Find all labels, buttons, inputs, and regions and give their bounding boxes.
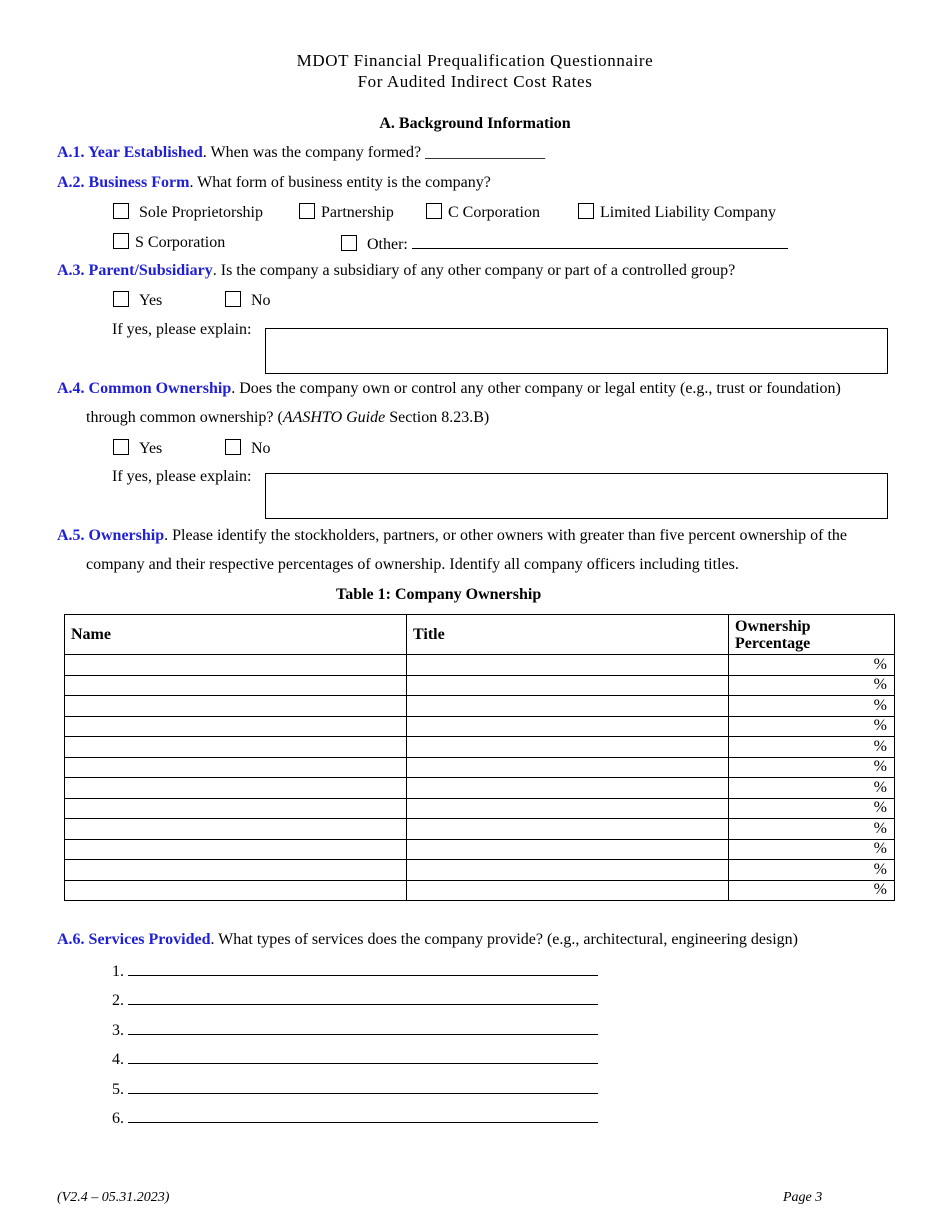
a3-option-no[interactable] bbox=[225, 291, 271, 310]
service-item-field[interactable] bbox=[128, 989, 598, 1005]
option-other[interactable] bbox=[341, 233, 788, 254]
option-s-corporation[interactable] bbox=[113, 233, 225, 252]
service-item bbox=[112, 1019, 598, 1040]
owner-percentage-cell[interactable]: % bbox=[729, 860, 895, 881]
owner-name-cell[interactable] bbox=[65, 798, 407, 819]
a4-explain-label: If yes, please explain: bbox=[112, 468, 252, 485]
a3-yes-label: Yes bbox=[139, 292, 163, 309]
a5-label: A.5. Ownership bbox=[57, 527, 165, 544]
service-item-field[interactable] bbox=[128, 1048, 598, 1064]
owner-title-cell[interactable] bbox=[407, 757, 729, 778]
service-item-field[interactable] bbox=[128, 1019, 598, 1035]
a3-no-label: No bbox=[251, 292, 271, 309]
table-row bbox=[65, 839, 895, 860]
question-a4-line2 bbox=[86, 409, 489, 427]
ownership-table bbox=[64, 614, 895, 901]
owner-title-cell[interactable] bbox=[407, 737, 729, 758]
a4-option-no[interactable] bbox=[225, 439, 271, 458]
column-header-title: Title bbox=[407, 615, 729, 655]
table-row bbox=[65, 819, 895, 840]
owner-name-cell[interactable] bbox=[65, 839, 407, 860]
service-item-number: 5. bbox=[112, 1080, 124, 1098]
a1-question: . When was the company formed? bbox=[202, 144, 422, 161]
owner-percentage-cell[interactable]: % bbox=[729, 778, 895, 799]
owner-title-cell[interactable] bbox=[407, 860, 729, 881]
owner-title-cell[interactable] bbox=[407, 798, 729, 819]
owner-percentage-cell[interactable]: % bbox=[729, 819, 895, 840]
a4-no-checkbox[interactable] bbox=[225, 439, 241, 455]
a4-question-line2-post: Section 8.23.B) bbox=[385, 409, 490, 426]
service-item-number: 6. bbox=[112, 1110, 124, 1127]
a4-yes-checkbox[interactable] bbox=[113, 439, 129, 455]
a6-label: A.6. Services Provided bbox=[57, 931, 211, 948]
form-title: MDOT Financial Prequalification Questionnaire bbox=[296, 51, 654, 70]
owner-percentage-cell[interactable]: % bbox=[729, 737, 895, 758]
form-subtitle: For Audited Indirect Cost Rates bbox=[357, 72, 593, 91]
service-item bbox=[112, 989, 598, 1010]
service-item bbox=[112, 1107, 598, 1128]
s-corporation-checkbox[interactable] bbox=[113, 233, 129, 249]
owner-percentage-cell[interactable]: % bbox=[729, 757, 895, 778]
a5-question-line2: company and their respective percentages of ownership. Identify all company officers including titles. bbox=[86, 556, 739, 573]
owner-name-cell[interactable] bbox=[65, 880, 407, 901]
owner-name-cell[interactable] bbox=[65, 860, 407, 881]
a4-label: A.4. Common Ownership bbox=[57, 380, 232, 397]
other-label: Other: bbox=[367, 236, 408, 253]
service-item-number: 3. bbox=[112, 1021, 124, 1039]
service-item bbox=[112, 1078, 598, 1099]
owner-title-cell[interactable] bbox=[407, 839, 729, 860]
question-a3 bbox=[57, 262, 735, 280]
service-item-field[interactable] bbox=[128, 1107, 598, 1123]
owner-percentage-cell[interactable]: % bbox=[729, 716, 895, 737]
service-item-number: 2. bbox=[112, 992, 124, 1010]
a3-label: A.3. Parent/Subsidiary bbox=[57, 262, 213, 279]
a4-yes-label: Yes bbox=[139, 440, 163, 457]
table-row bbox=[65, 860, 895, 881]
owner-percentage-cell[interactable]: % bbox=[729, 798, 895, 819]
owner-title-cell[interactable] bbox=[407, 778, 729, 799]
owner-percentage-cell[interactable]: % bbox=[729, 675, 895, 696]
table-row bbox=[65, 798, 895, 819]
partnership-checkbox[interactable] bbox=[299, 203, 315, 219]
a5-question-line1: . Please identify the stockholders, partners, or other owners with greater than five percent ownership of the bbox=[164, 527, 848, 544]
a2-question: . What form of business entity is the company? bbox=[189, 174, 491, 191]
llc-label: Limited Liability Company bbox=[600, 204, 776, 221]
a4-option-yes[interactable] bbox=[113, 439, 162, 458]
service-item-number: 1. bbox=[112, 963, 124, 980]
option-c-corporation[interactable] bbox=[426, 203, 540, 222]
a3-no-checkbox[interactable] bbox=[225, 291, 241, 307]
question-a1 bbox=[57, 144, 545, 162]
section-heading: A. Background Information bbox=[379, 115, 571, 132]
table-row bbox=[65, 737, 895, 758]
version-footer: (V2.4 – 05.31.2023) bbox=[57, 1190, 170, 1205]
option-sole-proprietorship[interactable] bbox=[113, 203, 263, 222]
owner-percentage-cell[interactable]: % bbox=[729, 839, 895, 860]
owner-name-cell[interactable] bbox=[65, 757, 407, 778]
table-row bbox=[65, 675, 895, 696]
column-header-ownership-percentage: Ownership Percentage bbox=[729, 615, 895, 655]
owner-title-cell[interactable] bbox=[407, 675, 729, 696]
sole-proprietorship-checkbox[interactable] bbox=[113, 203, 129, 219]
year-established-field[interactable]: _______________ bbox=[425, 144, 546, 161]
service-item-field[interactable] bbox=[128, 960, 598, 976]
owner-name-cell[interactable] bbox=[65, 716, 407, 737]
option-partnership[interactable] bbox=[299, 203, 394, 222]
a1-label: A.1. Year Established bbox=[57, 144, 203, 161]
column-header-name: Name bbox=[65, 615, 407, 655]
table-row bbox=[65, 716, 895, 737]
a3-option-yes[interactable] bbox=[113, 291, 162, 310]
owner-name-cell[interactable] bbox=[65, 819, 407, 840]
a3-yes-checkbox[interactable] bbox=[113, 291, 129, 307]
a2-label: A.2. Business Form bbox=[57, 174, 190, 191]
question-a4-line1 bbox=[57, 380, 841, 398]
other-checkbox[interactable] bbox=[341, 235, 357, 251]
owner-name-cell[interactable] bbox=[65, 675, 407, 696]
s-corporation-label: S Corporation bbox=[135, 234, 226, 251]
a6-question: . What types of services does the company provide? (e.g., architectural, engineering design) bbox=[210, 931, 798, 948]
llc-checkbox[interactable] bbox=[578, 203, 594, 219]
owner-title-cell[interactable] bbox=[407, 655, 729, 676]
a3-question: . Is the company a subsidiary of any other company or part of a controlled group? bbox=[212, 262, 736, 279]
table-caption: Table 1: Company Ownership bbox=[336, 586, 542, 603]
service-item-field[interactable] bbox=[128, 1078, 598, 1094]
other-text-field[interactable] bbox=[412, 233, 788, 249]
question-a5-line1 bbox=[57, 527, 847, 545]
a3-explain-textbox[interactable] bbox=[265, 328, 888, 374]
owner-name-cell[interactable] bbox=[65, 737, 407, 758]
question-a2 bbox=[57, 174, 491, 192]
owner-title-cell[interactable] bbox=[407, 716, 729, 737]
owner-name-cell[interactable] bbox=[65, 655, 407, 676]
partnership-label: Partnership bbox=[321, 204, 394, 221]
option-llc[interactable] bbox=[578, 203, 776, 222]
owner-title-cell[interactable] bbox=[407, 696, 729, 717]
c-corporation-checkbox[interactable] bbox=[426, 203, 442, 219]
owner-name-cell[interactable] bbox=[65, 778, 407, 799]
owner-title-cell[interactable] bbox=[407, 819, 729, 840]
a4-no-label: No bbox=[251, 440, 271, 457]
service-item-number: 4. bbox=[112, 1051, 124, 1069]
table-header-row bbox=[65, 615, 895, 655]
owner-percentage-cell[interactable]: % bbox=[729, 696, 895, 717]
a4-question-line2-pre: through common ownership? ( bbox=[86, 409, 283, 426]
question-a6 bbox=[57, 931, 798, 949]
owner-percentage-cell[interactable]: % bbox=[729, 655, 895, 676]
table-row bbox=[65, 696, 895, 717]
page-number: Page 3 bbox=[783, 1190, 823, 1205]
service-item bbox=[112, 1048, 598, 1069]
a4-question-line1: . Does the company own or control any other company or legal entity (e.g., trust or foundation) bbox=[231, 380, 841, 397]
aashto-guide-reference: AASHTO Guide bbox=[282, 409, 386, 426]
owner-percentage-cell[interactable]: % bbox=[729, 880, 895, 901]
table-row bbox=[65, 880, 895, 901]
service-item bbox=[112, 960, 598, 981]
a3-explain-label: If yes, please explain: bbox=[112, 321, 252, 338]
sole-proprietorship-label: Sole Proprietorship bbox=[139, 204, 263, 221]
owner-name-cell[interactable] bbox=[65, 696, 407, 717]
table-row bbox=[65, 655, 895, 676]
table-row bbox=[65, 778, 895, 799]
a4-explain-textbox[interactable] bbox=[265, 473, 888, 519]
owner-title-cell[interactable] bbox=[407, 880, 729, 901]
c-corporation-label: C Corporation bbox=[448, 204, 540, 221]
table-row bbox=[65, 757, 895, 778]
